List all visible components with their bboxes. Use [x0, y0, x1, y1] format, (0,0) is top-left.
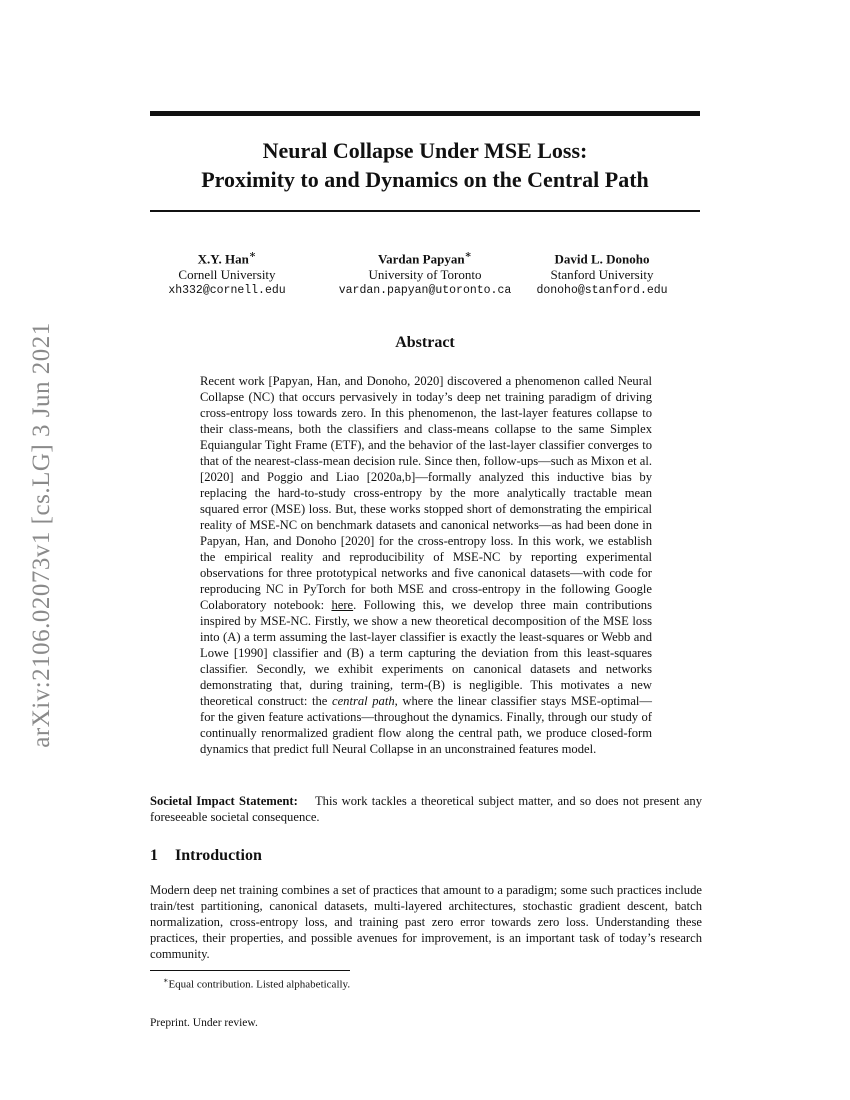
author-donoho — [497, 247, 707, 299]
societal-impact-statement — [150, 793, 702, 825]
author-name: Vardan Papyan — [377, 251, 465, 267]
author-email[interactable]: donoho@stanford.edu — [536, 284, 668, 298]
abstract-heading: Abstract — [395, 334, 455, 351]
equal-contribution-mark: ∗ — [464, 249, 473, 261]
author-email[interactable]: vardan.papyan@utoronto.ca — [338, 284, 512, 298]
title-line-2: Proximity to and Dynamics on the Central Path — [201, 167, 649, 192]
author-name: X.Y. Han — [197, 251, 249, 267]
author-email[interactable]: xh332@cornell.edu — [168, 284, 286, 298]
title-bottom-rule — [150, 210, 700, 212]
paper-title — [150, 136, 700, 194]
author-affiliation: Stanford University — [550, 267, 654, 283]
author-han — [122, 247, 332, 299]
footnote — [163, 974, 350, 992]
title-top-rule — [150, 111, 700, 116]
colab-notebook-link[interactable]: here — [331, 598, 354, 612]
title-line-1: Neural Collapse Under MSE Loss: — [262, 138, 588, 163]
author-affiliation: University of Toronto — [368, 267, 482, 283]
section-number: 1 — [150, 847, 158, 864]
preprint-note: Preprint. Under review. — [150, 1017, 258, 1029]
author-name: David L. Donoho — [554, 251, 650, 267]
equal-contribution-mark: ∗ — [248, 249, 257, 261]
abstract-text: Recent work [Papyan, Han, and Donoho, 2020] discovered a phenomenon called Neural Collapse (NC) that occurs pervasively in today’s deep net training paradigm of driving cross-entropy loss towards zero. In this phenomenon, the last-layer features collapse to their class-means, both the classifiers and class-means collapse to the same Simplex Equiangular Tight Frame (ETF), and the behavior of the last-layer classifier converges to that of the nearest-class-mean decision rule. Since then, follow-ups—such as Mixon et al. [2020] and Poggio and Liao [2020a,b]—formally analyzed this inductive bias by replacing the hard-to-study cross-entropy by the more analytically tractable mean squared error (MSE) loss. But, these works stopped short of demonstrating the empirical reality of MSE-NC on benchmark datasets and canonical networks—as had been done in Papyan, Han, and Donoho [2020] for the cross-entropy loss. In this work, we establish the empirical reality and reproducibility of MSE-NC by reporting experimental observations for three prototypical networks and five canonical datasets—with code for reproducing NC in PyTorch for both MSE and cross-entropy in the following Google Colaboratory notebook: here. Following this, we develop three main contributions inspired by MSE-NC. Firstly, we show a new theoretical decomposition of the MSE loss into (A) a term assuming the last-layer classifier is exactly the least-squares or Webb and Lowe [1990] classifier and (B) a term capturing the deviation from this least-squares classifier. Secondly, we exhibit experiments on canonical datasets and networks demonstrating that, during training, term-(B) is negligible. This motivates a new theoretical construct: the central path, where the linear classifier stays MSE-optimal—for the given feature activations—throughout the dynamics. Finally, through our study of continually renormalized gradient flow along the central path, we produce closed-form dynamics that predict full Neural Collapse in an unconstrained features model. — [200, 374, 652, 756]
section-title: Introduction — [175, 847, 262, 864]
arxiv-identifier: arXiv:2106.02073v1 [cs.LG] 3 Jun 2021 — [28, 322, 55, 748]
introduction-paragraph: Modern deep net training combines a set of practices that amount to a paradigm; some such practices include train/test partitioning, canonical datasets, multi-layered architectures, stochastic gradient descent, batch normalization, cross-entropy loss, and training past zero error towards zero loss. Understanding these practices, their properties, and possible avenues for improvement, is an important task of today’s research community. — [150, 883, 702, 961]
footnote-mark: ∗ — [163, 976, 169, 985]
central-path-term: central path — [331, 694, 395, 708]
footnote-text: Equal contribution. Listed alphabetically. — [168, 978, 351, 991]
section-heading-introduction — [150, 847, 262, 865]
author-affiliation: Cornell University — [178, 267, 276, 283]
societal-impact-text: This work tackles a theoretical subject matter, and so does not present any foreseeable societal consequence. — [150, 794, 703, 824]
footnote-rule — [150, 970, 350, 971]
societal-impact-label: Societal Impact Statement: — [150, 794, 298, 808]
